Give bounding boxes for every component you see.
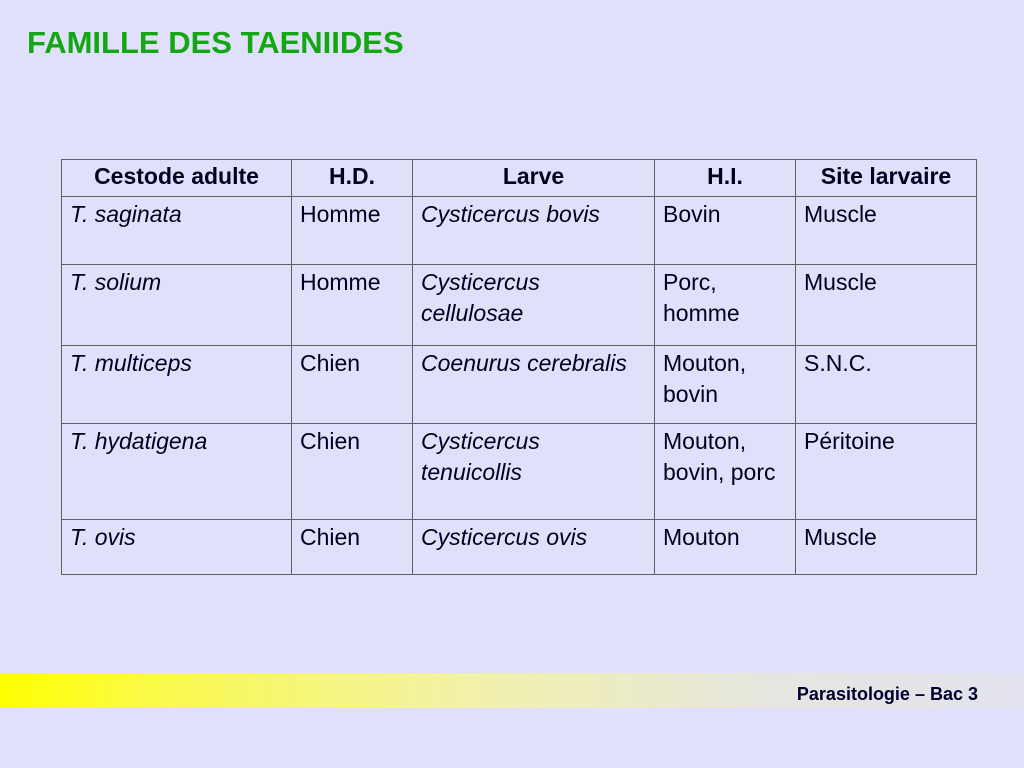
table-row bbox=[62, 424, 977, 520]
cell-hi: Bovin bbox=[655, 197, 796, 265]
cell-cestode: T. multiceps bbox=[62, 346, 292, 424]
cell-hd: Chien bbox=[292, 424, 413, 520]
cell-cestode: T. hydatigena bbox=[62, 424, 292, 520]
header-site-larvaire: Site larvaire bbox=[796, 160, 977, 197]
cell-hi: Mouton, bovin, porc bbox=[655, 424, 796, 520]
cell-hd: Homme bbox=[292, 197, 413, 265]
header-larve: Larve bbox=[413, 160, 655, 197]
cell-hi: Porc, homme bbox=[655, 265, 796, 346]
cell-hi: Mouton, bovin bbox=[655, 346, 796, 424]
header-hd: H.D. bbox=[292, 160, 413, 197]
table-row bbox=[62, 265, 977, 346]
cell-site: Muscle bbox=[796, 265, 977, 346]
cell-larve: Cysticercus bovis bbox=[413, 197, 655, 265]
slide-title: FAMILLE DES TAENIIDES bbox=[27, 25, 404, 60]
cell-site: Muscle bbox=[796, 520, 977, 575]
table-row bbox=[62, 346, 977, 424]
cell-cestode: T. saginata bbox=[62, 197, 292, 265]
table-row bbox=[62, 520, 977, 575]
cell-hd: Chien bbox=[292, 520, 413, 575]
table-row bbox=[62, 197, 977, 265]
cell-hd: Chien bbox=[292, 346, 413, 424]
cell-site: Muscle bbox=[796, 197, 977, 265]
cell-site: S.N.C. bbox=[796, 346, 977, 424]
cell-larve: Cysticercus ovis bbox=[413, 520, 655, 575]
cell-cestode: T. ovis bbox=[62, 520, 292, 575]
table-header-row bbox=[62, 160, 977, 197]
header-hi: H.I. bbox=[655, 160, 796, 197]
cell-larve: Cysticercus tenuicollis bbox=[413, 424, 655, 520]
footer-course-label: Parasitologie – Bac 3 bbox=[796, 684, 978, 704]
header-cestode-adulte: Cestode adulte bbox=[62, 160, 292, 197]
cell-hi: Mouton bbox=[655, 520, 796, 575]
cell-hd: Homme bbox=[292, 265, 413, 346]
cell-site: Péritoine bbox=[796, 424, 977, 520]
cell-larve: Coenurus cerebralis bbox=[413, 346, 655, 424]
cell-larve: Cysticercus cellulosae bbox=[413, 265, 655, 346]
taeniid-table bbox=[61, 159, 977, 575]
cell-cestode: T. solium bbox=[62, 265, 292, 346]
